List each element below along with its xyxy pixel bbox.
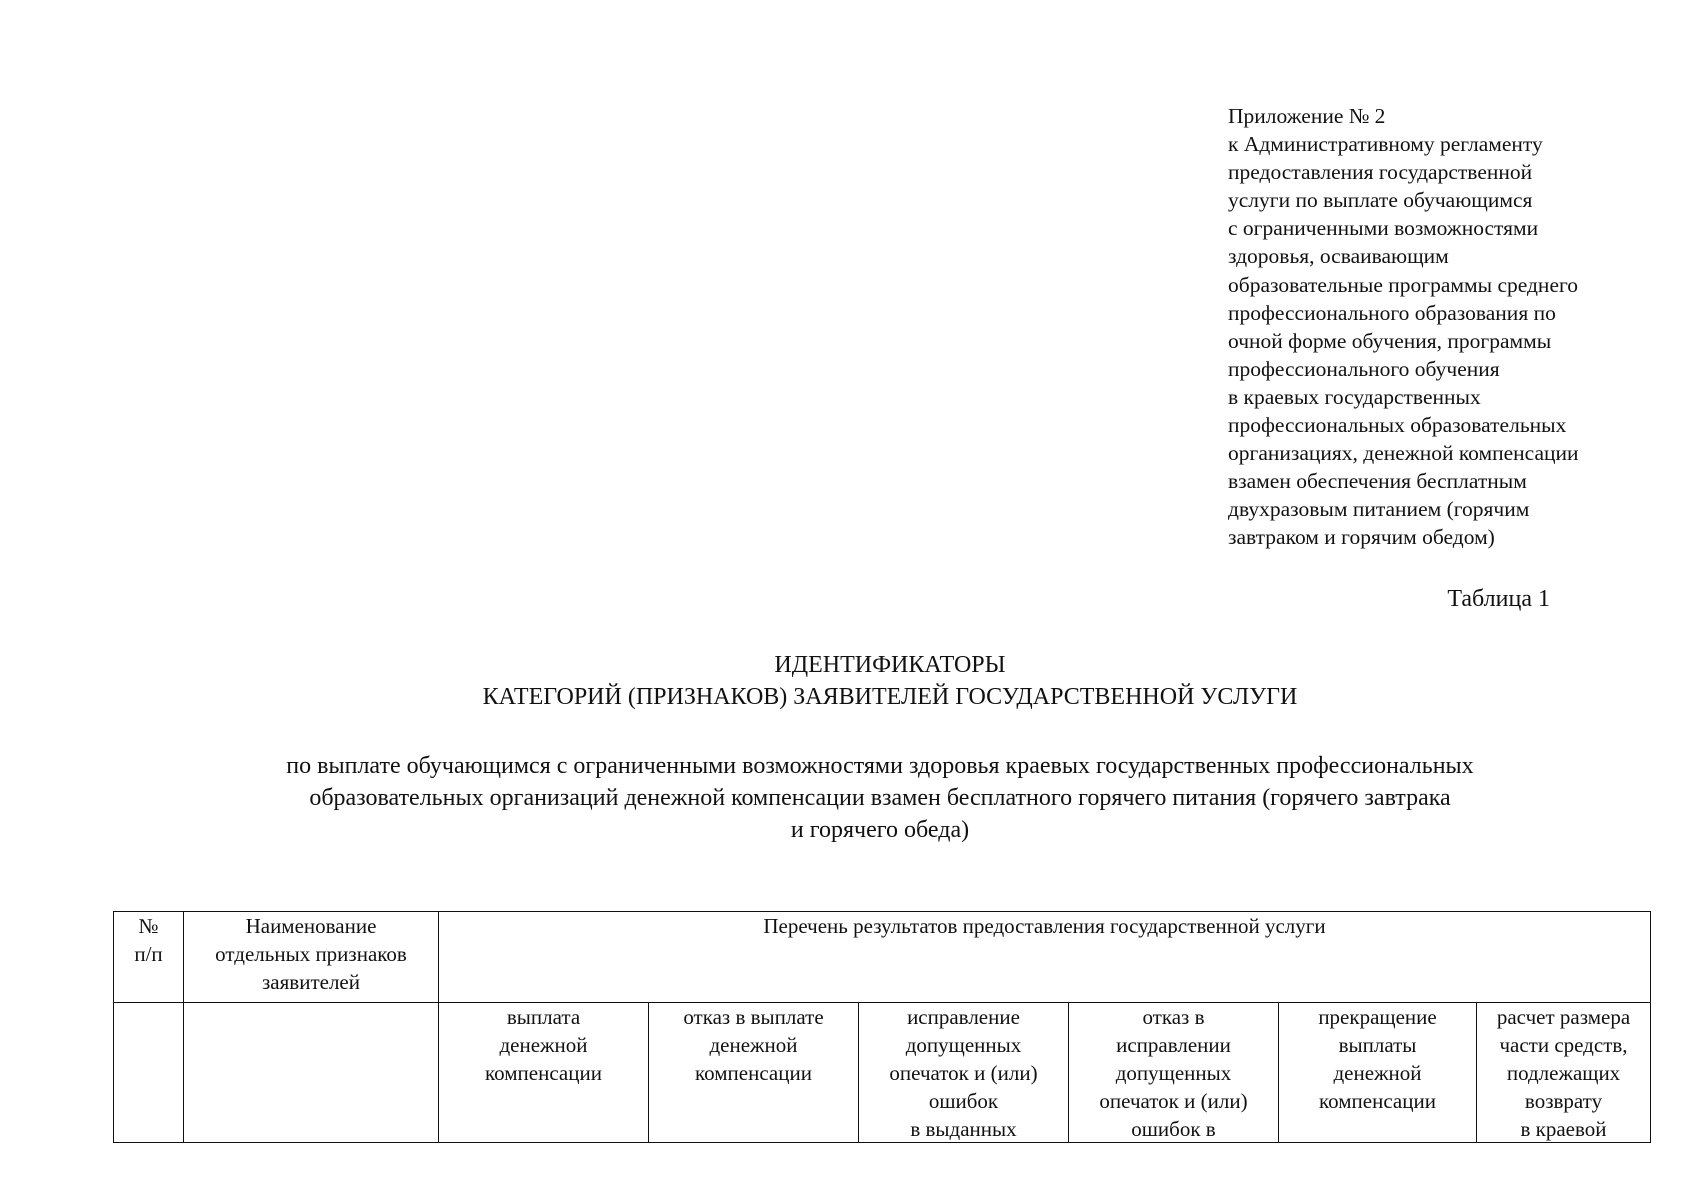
result-column-line: компенсации (485, 1061, 602, 1085)
result-column-line: денежной (709, 1033, 798, 1057)
appendix-line: профессиональных образовательных (1228, 413, 1567, 438)
result-column-line: опечаток и (или) (1099, 1089, 1248, 1113)
appendix-line: образовательные программы среднего (1228, 272, 1579, 297)
result-column-line: исправление (907, 1005, 1020, 1029)
document-title: ИДЕНТИФИКАТОРЫ (774, 652, 1006, 678)
table-header-row (114, 912, 1651, 1003)
result-column-line: в выданных (910, 1117, 1017, 1141)
result-column-line: прекращение (1318, 1005, 1437, 1029)
result-column-line: возврату (1524, 1089, 1603, 1113)
result-column-line: опечаток и (или) (889, 1061, 1038, 1085)
subtitle-line: образовательных организаций денежной компенсации взамен бесплатного горячего питания (горячего завтрака (309, 785, 1451, 811)
appendix-line: к Административному регламенту (1228, 132, 1543, 157)
result-column-line: компенсации (695, 1061, 812, 1085)
result-column-line: расчет размера (1496, 1005, 1631, 1029)
result-column-line: выплаты (1338, 1033, 1417, 1057)
result-column-line: в краевой (1520, 1117, 1607, 1141)
subtitle-line: по выплате обучающимся с ограниченными возможностями здоровья краевых государственных профессиональных (286, 753, 1474, 779)
header-results-title: Перечень результатов предоставления государственной услуги (763, 914, 1326, 938)
header-name-line: Наименование (245, 914, 377, 938)
result-column-line: допущенных (905, 1033, 1022, 1057)
result-column-termination (1279, 1003, 1477, 1143)
result-column-line: ошибок (928, 1089, 999, 1113)
result-column-error-correction (859, 1003, 1069, 1143)
table-subheader-row (114, 1003, 1651, 1143)
result-column-line: выплата (506, 1005, 581, 1029)
result-column-payment (439, 1003, 649, 1143)
document-subtitle (140, 750, 1620, 846)
appendix-line: очной форме обучения, программы (1228, 328, 1552, 353)
result-column-line: подлежащих (1506, 1061, 1621, 1085)
result-column-line: части средств, (1499, 1033, 1628, 1057)
appendix-note (1228, 102, 1648, 552)
result-column-line: денежной (1333, 1061, 1422, 1085)
appendix-line: предоставления государственной (1228, 160, 1533, 185)
appendix-line: профессионального обучения (1228, 356, 1500, 381)
header-number-cell (114, 912, 184, 1003)
result-column-correction-refusal (1069, 1003, 1279, 1143)
appendix-line: завтраком и горячим обедом) (1228, 525, 1495, 550)
appendix-line: профессионального образования по (1228, 300, 1556, 325)
appendix-line: услуги по выплате обучающимся (1228, 188, 1533, 213)
subtitle-line: и горячего обеда) (790, 817, 970, 843)
header-number-line: № (138, 914, 159, 938)
table-label: Таблица 1 (1447, 586, 1550, 612)
empty-name-cell (184, 1003, 439, 1143)
appendix-line: двухразовым питанием (горячим (1228, 497, 1530, 522)
document-title-line-2: КАТЕГОРИЙ (ПРИЗНАКОВ) ЗАЯВИТЕЛЕЙ ГОСУДАРСТВЕННОЙ УСЛУГИ (482, 684, 1298, 710)
result-column-line: компенсации (1319, 1089, 1436, 1113)
results-table (113, 911, 1651, 1143)
result-column-line: денежной (499, 1033, 588, 1057)
header-name-line: отдельных признаков (215, 942, 407, 966)
header-name-line: заявителей (262, 970, 360, 994)
appendix-line: взамен обеспечения бесплатным (1228, 469, 1527, 494)
result-column-line: допущенных (1115, 1061, 1232, 1085)
header-results-cell (439, 912, 1651, 1003)
result-column-line: отказ в выплате (683, 1005, 824, 1029)
appendix-line: организациях, денежной компенсации (1228, 441, 1579, 466)
result-column-payment-refusal (649, 1003, 859, 1143)
empty-number-cell (114, 1003, 184, 1143)
appendix-line: с ограниченными возможностями (1228, 216, 1539, 241)
appendix-line: в краевых государственных (1228, 384, 1481, 409)
result-column-line: отказ в (1142, 1005, 1205, 1029)
result-column-line: исправлении (1116, 1033, 1231, 1057)
result-column-line: ошибок в (1131, 1117, 1216, 1141)
header-number-line: п/п (134, 942, 163, 966)
appendix-line: здоровья, осваивающим (1228, 244, 1449, 269)
result-column-refund-calculation (1477, 1003, 1651, 1143)
header-name-cell (184, 912, 439, 1003)
appendix-line: Приложение № 2 (1228, 104, 1386, 128)
